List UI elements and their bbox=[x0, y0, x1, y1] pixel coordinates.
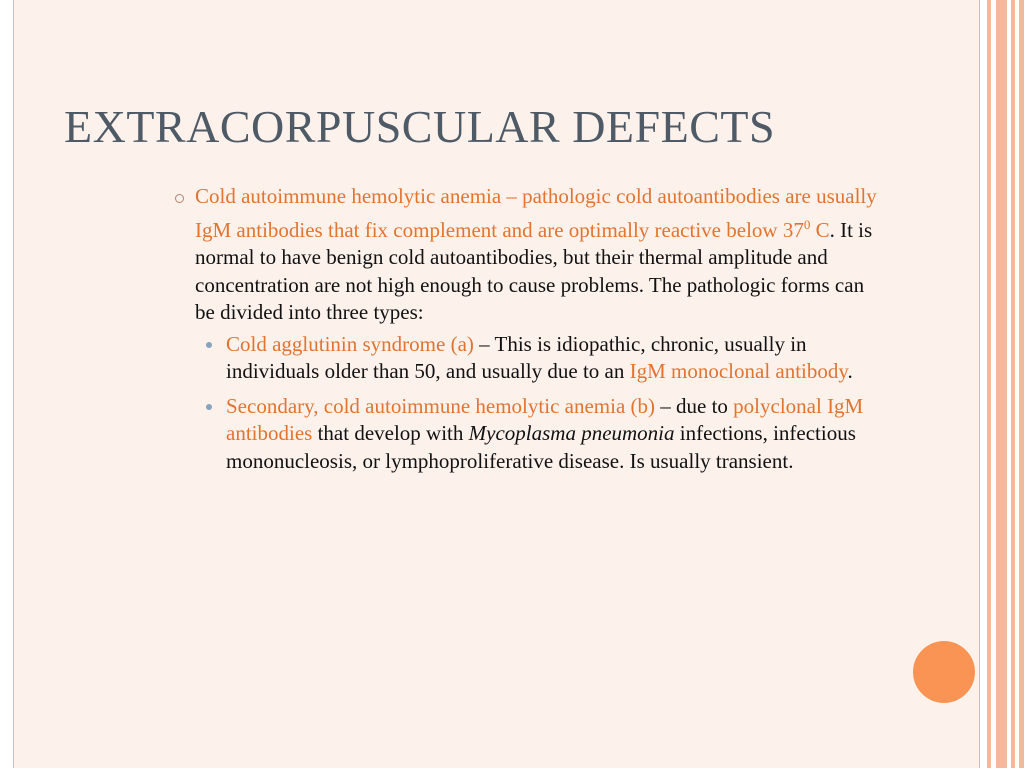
sub-point-text-3: infections, infectious mononucleosis, or lymphoproliferative disease. Is usually transient. bbox=[226, 421, 856, 473]
decorative-circle bbox=[913, 641, 975, 703]
sub-point-italic: Mycoplasma pneumonia bbox=[468, 421, 675, 445]
sub-point-highlight: Secondary, cold autoimmune hemolytic anemia (b) bbox=[226, 393, 656, 418]
main-point-highlight: Cold autoimmune hemolytic anemia – pathologic cold autoantibodies are usually IgM antibodies that fix complement and are optimally reactive below 37 bbox=[195, 184, 877, 242]
decorative-stripe bbox=[987, 0, 991, 768]
decorative-stripe bbox=[1019, 0, 1024, 768]
degree-superscript: 0 bbox=[803, 216, 811, 232]
decorative-stripe bbox=[996, 0, 1007, 768]
sub-point-text-2: that develop with bbox=[312, 421, 469, 445]
sub-bullet-secondary-cold bbox=[226, 393, 885, 476]
sub-point-highlight: Cold agglutinin syndrome (a) bbox=[226, 331, 474, 356]
main-point-text: . It is normal to have benign cold autoantibodies, but their thermal amplitude and concentration are not high enough to cause problems. The pathologic forms can be divided into three types: bbox=[195, 217, 873, 324]
hollow-bullet-icon bbox=[175, 194, 184, 203]
sub-bullet-list bbox=[195, 331, 885, 476]
slide-content bbox=[195, 183, 885, 482]
dot-bullet-icon bbox=[206, 342, 212, 348]
sub-point-text: – due to bbox=[655, 393, 734, 418]
sub-bullet-cold-agglutinin bbox=[226, 331, 885, 386]
main-bullet-point bbox=[195, 183, 885, 327]
sub-point-text: – This is idiopathic, chronic, usually in individuals older than 50, and usually due to an bbox=[226, 331, 807, 383]
slide-title: EXTRACORPUSCULAR DEFECTS bbox=[64, 101, 776, 152]
dot-bullet-icon bbox=[206, 404, 212, 410]
decorative-stripe bbox=[1011, 0, 1015, 768]
sub-point-highlight-2: polyclonal IgM antibodies bbox=[226, 393, 864, 445]
sub-point-highlight-2: IgM monoclonal antibody bbox=[629, 359, 848, 383]
main-point-highlight-end: C bbox=[810, 217, 830, 242]
sub-point-text-2: . bbox=[847, 359, 853, 383]
